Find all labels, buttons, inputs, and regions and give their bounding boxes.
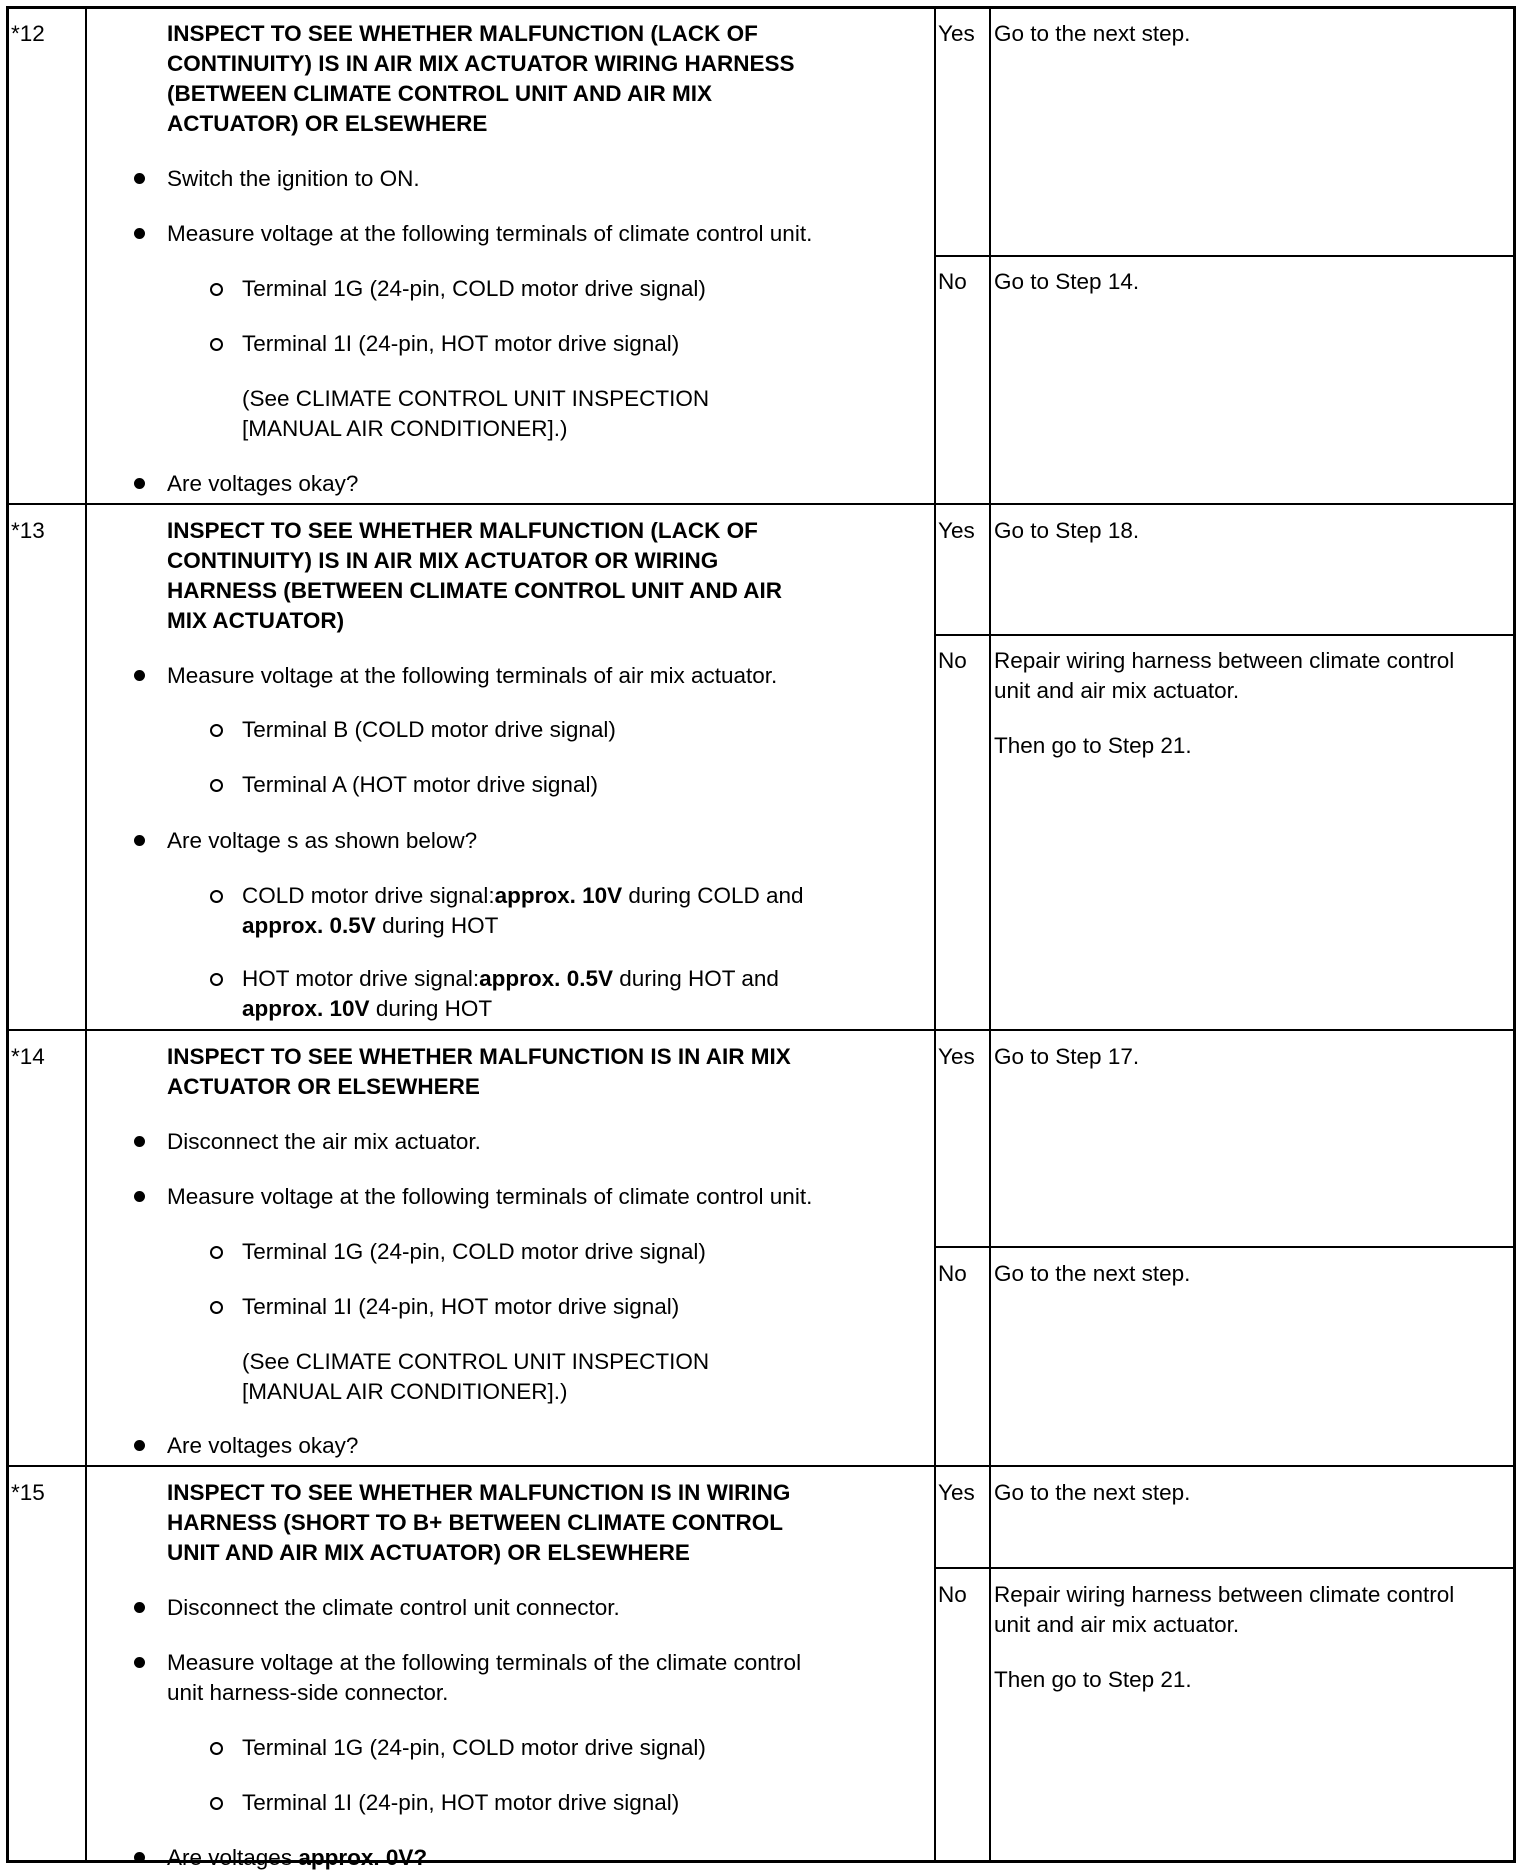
heading-line: (BETWEEN CLIMATE CONTROL UNIT AND AIR MIX bbox=[167, 81, 712, 106]
yes-label: Yes bbox=[938, 21, 975, 46]
yes-action: Go to Step 17. bbox=[994, 1044, 1140, 1069]
yes-action: Go to the next step. bbox=[994, 21, 1191, 46]
row-divider-13-14 bbox=[9, 1029, 1514, 1031]
sub-bullet-icon bbox=[210, 890, 223, 903]
column-divider-action bbox=[989, 9, 991, 1861]
sub-instruction: Terminal 1I (24-pin, HOT motor drive signal) bbox=[242, 1294, 680, 1319]
instruction: Disconnect the climate control unit connector. bbox=[167, 1595, 620, 1620]
bullet-icon bbox=[134, 1657, 145, 1668]
sub-instruction: Terminal 1G (24-pin, COLD motor drive signal) bbox=[242, 276, 706, 301]
instruction: Measure voltage at the following terminals of the climate control bbox=[167, 1650, 802, 1675]
heading-line: INSPECT TO SEE WHETHER MALFUNCTION (LACK OF bbox=[167, 21, 758, 46]
no-label: No bbox=[938, 1582, 967, 1607]
sub-instruction: Terminal A (HOT motor drive signal) bbox=[242, 772, 598, 797]
question: Are voltages okay? bbox=[167, 1433, 359, 1458]
troubleshooting-table bbox=[6, 6, 1516, 1870]
spec-cold: COLD motor drive signal:approx. 10V during COLD and bbox=[242, 883, 804, 908]
yes-action: Go to the next step. bbox=[994, 1480, 1191, 1505]
bullet-icon bbox=[134, 1440, 145, 1451]
bullet-icon bbox=[134, 1191, 145, 1202]
row-divider-14-15 bbox=[9, 1465, 1514, 1467]
no-action: unit and air mix actuator. bbox=[994, 678, 1240, 703]
bullet-icon bbox=[134, 1602, 145, 1613]
yes-label: Yes bbox=[938, 1480, 975, 1505]
heading-line: INSPECT TO SEE WHETHER MALFUNCTION IS IN WIRING bbox=[167, 1480, 791, 1505]
no-action: Go to the next step. bbox=[994, 1261, 1191, 1286]
sub-instruction: Terminal 1I (24-pin, HOT motor drive signal) bbox=[242, 331, 680, 356]
bullet-icon bbox=[134, 1136, 145, 1147]
no-action: Go to Step 14. bbox=[994, 269, 1140, 294]
reference-note: (See CLIMATE CONTROL UNIT INSPECTION bbox=[242, 1349, 710, 1374]
column-divider-number bbox=[85, 9, 87, 1861]
bullet-icon bbox=[134, 228, 145, 239]
column-divider-result bbox=[934, 9, 936, 1861]
yes-no-divider-14 bbox=[934, 1246, 1514, 1248]
heading-line: CONTINUITY) IS IN AIR MIX ACTUATOR WIRING HARNESS bbox=[167, 51, 795, 76]
spec-hot: HOT motor drive signal:approx. 0.5V during HOT and bbox=[242, 966, 779, 991]
question: Are voltages okay? bbox=[167, 471, 359, 496]
bullet-icon bbox=[134, 478, 145, 489]
sub-instruction: Terminal 1I (24-pin, HOT motor drive signal) bbox=[242, 1790, 680, 1815]
instruction: Measure voltage at the following terminals of climate control unit. bbox=[167, 221, 813, 246]
bullet-icon bbox=[134, 670, 145, 681]
sub-bullet-icon bbox=[210, 779, 223, 792]
instruction: Measure voltage at the following terminals of air mix actuator. bbox=[167, 663, 778, 688]
sub-instruction: Terminal B (COLD motor drive signal) bbox=[242, 717, 616, 742]
instruction-cont: unit harness-side connector. bbox=[167, 1680, 449, 1705]
no-action: Repair wiring harness between climate control bbox=[994, 648, 1455, 673]
heading-line: ACTUATOR) OR ELSEWHERE bbox=[167, 111, 488, 136]
heading-line: ACTUATOR OR ELSEWHERE bbox=[167, 1074, 480, 1099]
yes-no-divider-12 bbox=[934, 255, 1514, 257]
step-number: *12 bbox=[11, 21, 45, 46]
question: Are voltages approx. 0V? bbox=[167, 1845, 428, 1870]
no-label: No bbox=[938, 648, 967, 673]
reference-note: [MANUAL AIR CONDITIONER].) bbox=[242, 1379, 568, 1404]
yes-action: Go to Step 18. bbox=[994, 518, 1140, 543]
yes-no-divider-15 bbox=[934, 1567, 1514, 1569]
step-number: *14 bbox=[11, 1044, 45, 1069]
no-then: Then go to Step 21. bbox=[994, 733, 1192, 758]
no-label: No bbox=[938, 1261, 967, 1286]
spec-cold-cont: approx. 0.5V during HOT bbox=[242, 913, 499, 938]
step-number: *13 bbox=[11, 518, 45, 543]
step-number: *15 bbox=[11, 1480, 45, 1505]
no-action: Repair wiring harness between climate control bbox=[994, 1582, 1455, 1607]
heading-line: MIX ACTUATOR) bbox=[167, 608, 345, 633]
reference-note: [MANUAL AIR CONDITIONER].) bbox=[242, 416, 568, 441]
heading-line: HARNESS (SHORT TO B+ BETWEEN CLIMATE CONTROL bbox=[167, 1510, 784, 1535]
heading-line: HARNESS (BETWEEN CLIMATE CONTROL UNIT AND AIR bbox=[167, 578, 782, 603]
sub-instruction: Terminal 1G (24-pin, COLD motor drive signal) bbox=[242, 1735, 706, 1760]
spec-hot-cont: approx. 10V during HOT bbox=[242, 996, 493, 1021]
no-label: No bbox=[938, 269, 967, 294]
yes-label: Yes bbox=[938, 1044, 975, 1069]
sub-bullet-icon bbox=[210, 1797, 223, 1810]
bullet-icon bbox=[134, 173, 145, 184]
heading-line: INSPECT TO SEE WHETHER MALFUNCTION IS IN AIR MIX bbox=[167, 1044, 791, 1069]
instruction: Switch the ignition to ON. bbox=[167, 166, 420, 191]
bullet-icon bbox=[134, 1852, 145, 1863]
instruction: Disconnect the air mix actuator. bbox=[167, 1129, 481, 1154]
heading-line: CONTINUITY) IS IN AIR MIX ACTUATOR OR WIRING bbox=[167, 548, 719, 573]
sub-bullet-icon bbox=[210, 973, 223, 986]
sub-bullet-icon bbox=[210, 724, 223, 737]
row-divider-12-13 bbox=[9, 503, 1514, 505]
heading-line: UNIT AND AIR MIX ACTUATOR) OR ELSEWHERE bbox=[167, 1540, 690, 1565]
question: Are voltage s as shown below? bbox=[167, 828, 478, 853]
sub-bullet-icon bbox=[210, 1301, 223, 1314]
sub-bullet-icon bbox=[210, 338, 223, 351]
sub-bullet-icon bbox=[210, 1246, 223, 1259]
bullet-icon bbox=[134, 835, 145, 846]
yes-label: Yes bbox=[938, 518, 975, 543]
no-then: Then go to Step 21. bbox=[994, 1667, 1192, 1692]
no-action: unit and air mix actuator. bbox=[994, 1612, 1240, 1637]
instruction: Measure voltage at the following terminals of climate control unit. bbox=[167, 1184, 813, 1209]
sub-bullet-icon bbox=[210, 1742, 223, 1755]
reference-note: (See CLIMATE CONTROL UNIT INSPECTION bbox=[242, 386, 710, 411]
sub-bullet-icon bbox=[210, 283, 223, 296]
heading-line: INSPECT TO SEE WHETHER MALFUNCTION (LACK OF bbox=[167, 518, 758, 543]
yes-no-divider-13 bbox=[934, 634, 1514, 636]
sub-instruction: Terminal 1G (24-pin, COLD motor drive signal) bbox=[242, 1239, 706, 1264]
